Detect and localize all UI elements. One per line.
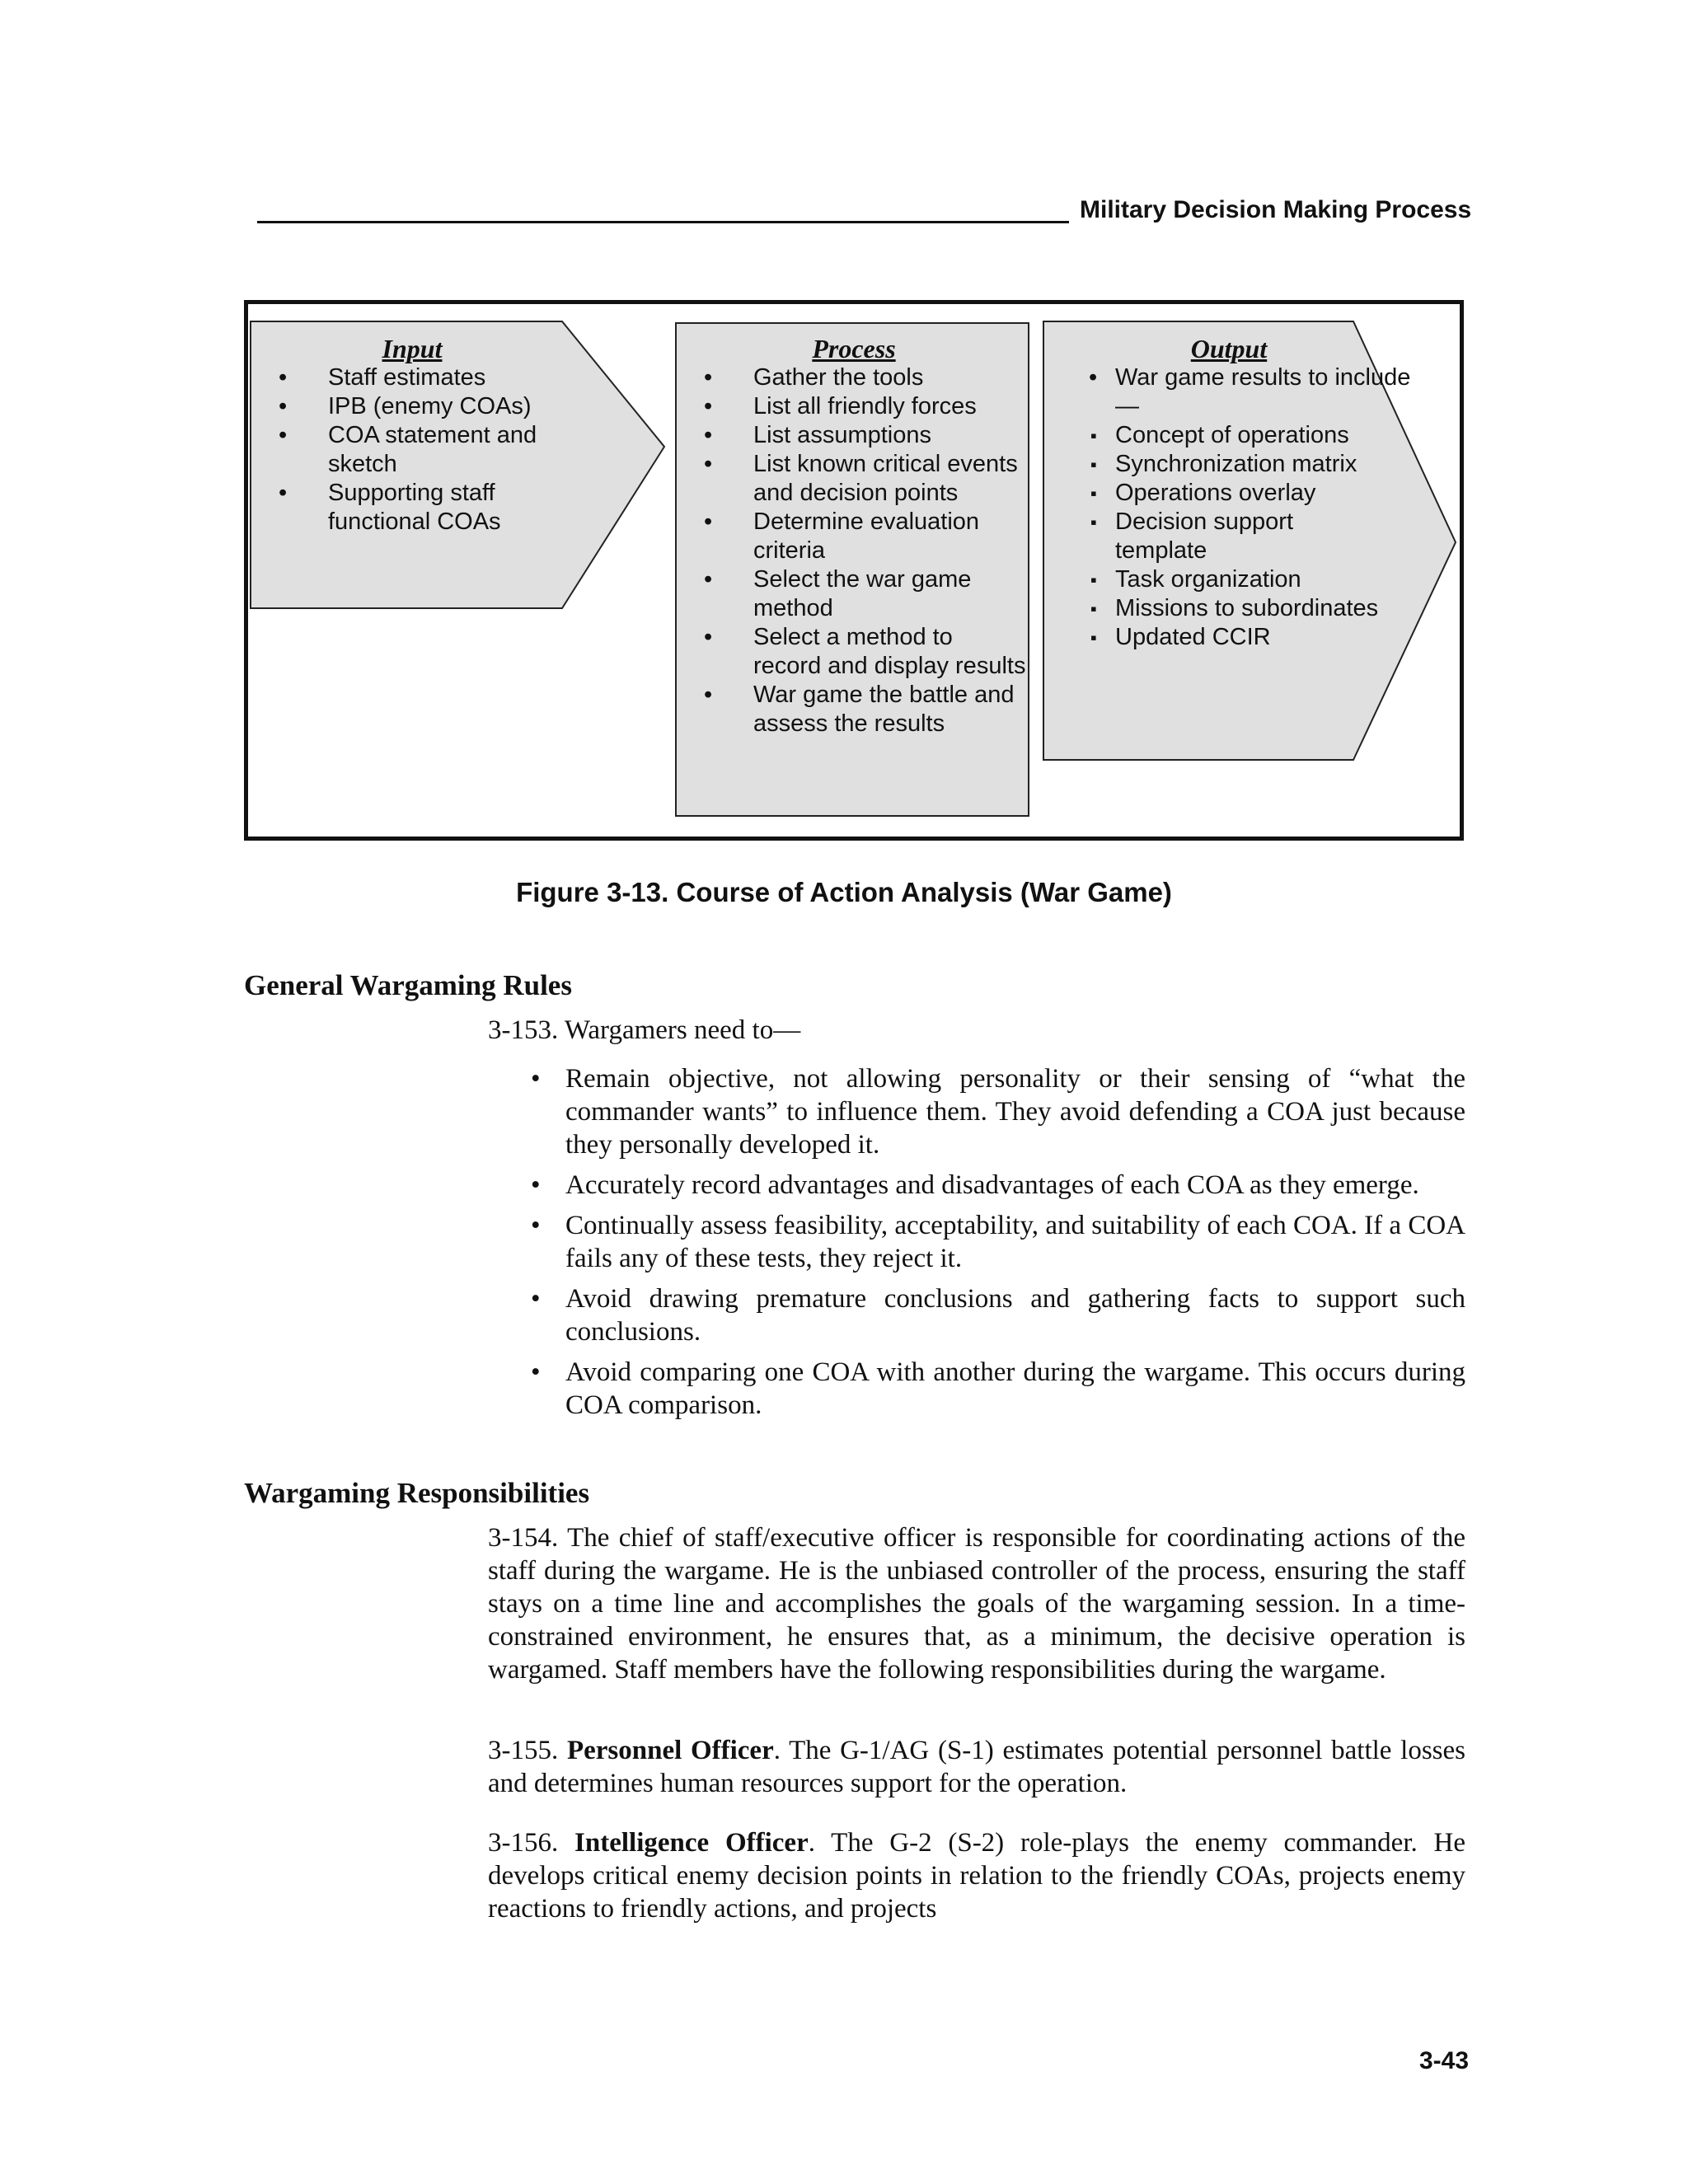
- paragraph-text: . The G-2 (S-2) role-plays the enemy commander. He develops critical enemy decision points in relation to the friendly COAs, projects enemy reactions to friendly actions, and projects: [488, 1828, 1465, 1924]
- output-item: ▪ Missions to subordinates: [1066, 594, 1412, 623]
- paragraph-number: 3-155.: [488, 1736, 559, 1765]
- input-item: • IPB (enemy COAs): [256, 392, 569, 421]
- output-item: ▪ Task organization: [1066, 565, 1412, 594]
- page-number: 3-43: [1419, 2047, 1470, 2074]
- process-item: • Determine evaluation criteria: [681, 508, 1027, 565]
- paragraph-3-156: [488, 1826, 1465, 1925]
- rule-item: • Accurately record advantages and disadvantages of each COA as they emerge.: [531, 1169, 1465, 1202]
- paragraph-number: 3-156.: [488, 1828, 559, 1858]
- input-box: [256, 334, 569, 537]
- rule-item: • Continually assess feasibility, acceptability, and suitability of each COA. If a COA fails any of these tests, they reject it.: [531, 1209, 1465, 1275]
- paragraph-3-155: [488, 1734, 1465, 1800]
- rule-item: • Avoid comparing one COA with another during the wargame. This occurs during COA comparison.: [531, 1356, 1465, 1422]
- process-item: • War game the battle and assess the results: [681, 681, 1027, 738]
- process-list: [681, 363, 1027, 738]
- output-lead-bullet: •: [1089, 364, 1098, 391]
- output-item: ▪ Synchronization matrix: [1066, 450, 1412, 479]
- output-lead: [1066, 363, 1412, 421]
- output-lead-text: War game results to include—: [1115, 364, 1411, 419]
- output-item: ▪ Updated CCIR: [1066, 623, 1412, 652]
- section-heading-general-wargaming-rules: General Wargaming Rules: [244, 969, 572, 1001]
- paragraph-number: 3-154.: [488, 1523, 559, 1553]
- figure-caption: Figure 3-13. Course of Action Analysis (War Game): [516, 877, 1172, 907]
- paragraph-bold-term: Intelligence Officer: [574, 1828, 809, 1858]
- paragraph-text: . The G-1/AG (S-1) estimates potential personnel battle losses and determines human resources support for the operation.: [488, 1736, 1465, 1798]
- input-list: [256, 363, 569, 537]
- paragraph-3-154: [488, 1521, 1465, 1686]
- process-item: • Select the war game method: [681, 565, 1027, 623]
- output-item: ▪ Decision support template: [1066, 508, 1305, 565]
- output-title: Output: [1190, 334, 1268, 363]
- process-box: [681, 334, 1027, 738]
- process-title: Process: [812, 334, 896, 363]
- header-rule: [257, 221, 1069, 223]
- wargamer-rules-list: [531, 1062, 1465, 1429]
- process-item: • List all friendly forces: [681, 392, 1027, 421]
- paragraph-text: The chief of staff/executive officer is responsible for coordinating actions of the staff during the wargame. He is the unbiased controller of the process, ensuring the staff stays on a time line and accomplishes the goals of the wargaming session. In a time-constrained environment, he ensures that, as a minimum, the decisive operation is wargamed. Staff members have the following responsibilities during the wargame.: [488, 1523, 1466, 1685]
- output-list: [1066, 421, 1412, 652]
- input-item: • COA statement and sketch: [256, 421, 569, 479]
- paragraph-3-153: 3-153. Wargamers need to—: [488, 1015, 801, 1045]
- rule-item: • Avoid drawing premature conclusions and gathering facts to support such conclusions.: [531, 1282, 1465, 1348]
- rule-item: • Remain objective, not allowing personality or their sensing of “what the commander wants” to influence them. They avoid defending a COA just because they personally developed it.: [531, 1062, 1465, 1161]
- output-item: ▪ Operations overlay: [1066, 479, 1412, 508]
- process-item: • List assumptions: [681, 421, 1027, 450]
- process-item: • Select a method to record and display results: [681, 623, 1027, 681]
- section-heading-wargaming-responsibilities: Wargaming Responsibilities: [244, 1477, 590, 1509]
- input-title: Input: [382, 334, 443, 363]
- paragraph-bold-term: Personnel Officer: [566, 1736, 774, 1765]
- input-item: • Staff estimates: [256, 363, 569, 392]
- output-box: [1066, 334, 1412, 652]
- process-item: • Gather the tools: [681, 363, 1027, 392]
- process-item: • List known critical events and decision points: [681, 450, 1027, 508]
- output-item: ▪ Concept of operations: [1066, 421, 1412, 450]
- input-item: • Supporting staff functional COAs: [256, 479, 569, 537]
- running-header-title: Military Decision Making Process: [1080, 196, 1472, 223]
